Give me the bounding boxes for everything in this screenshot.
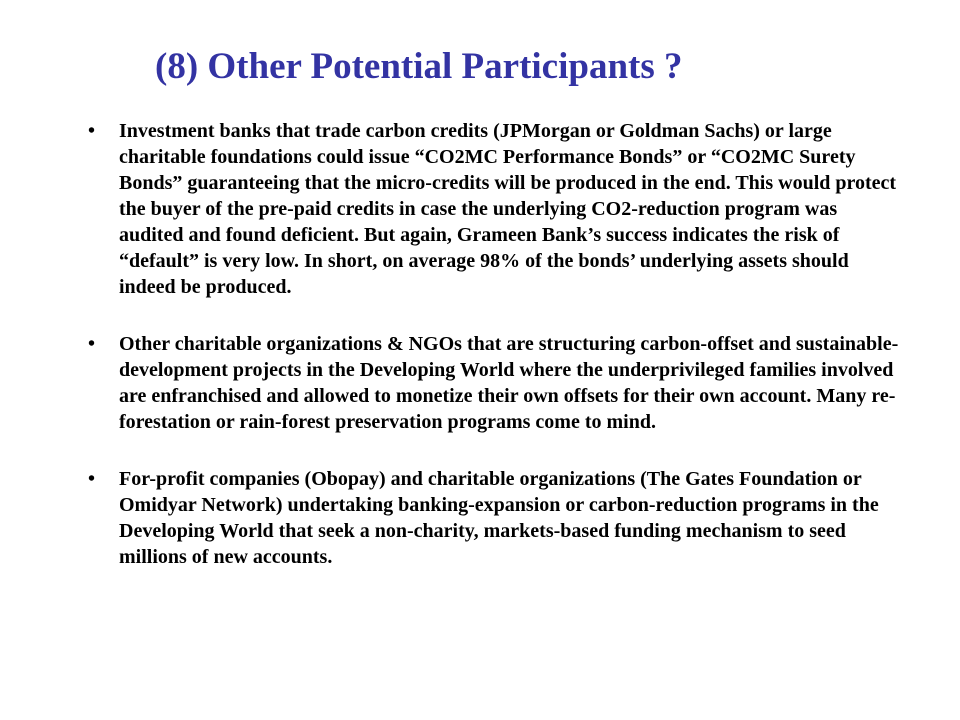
bullet-text: For-profit companies (Obopay) and charitable organizations (The Gates Foundation or Omidyar Network) undertaking banking-expansion or carbon-reduction programs in the Developing World that seek a non-charity, markets-based funding mechanism to seed millions of new accounts. — [119, 468, 879, 568]
bullet-item-investment-banks — [88, 118, 903, 300]
bullet-marker: • — [88, 468, 96, 490]
bullet-text: Investment banks that trade carbon credits (JPMorgan or Goldman Sachs) or large charitable foundations could issue “CO2MC Performance Bonds” or “CO2MC Surety Bonds” guaranteeing that the micro-credits will be produced in the end. This would protect the buyer of the pre-paid credits in case the underlying CO2-reduction program was audited and found deficient. But again, Grameen Bank’s success indicates the risk of “default” is very low. In short, on average 98% of the bonds’ underlying assets should indeed be produced. — [119, 120, 897, 298]
slide-title: (8) Other Potential Participants ? — [155, 46, 683, 87]
bullet-text: Other charitable organizations & NGOs that are structuring carbon-offset and sustainable-development projects in the Developing World where the underprivileged families involved are enfranchised and allowed to monetize their own offsets for their own account. Many re-forestation or rain-forest preservation programs come to mind. — [119, 333, 899, 433]
bullet-item-charitable-organizations — [88, 331, 903, 435]
bullet-item-for-profit-companies — [88, 466, 903, 570]
bullet-list — [88, 118, 903, 601]
bullet-marker: • — [88, 120, 96, 142]
bullet-marker: • — [88, 333, 96, 355]
